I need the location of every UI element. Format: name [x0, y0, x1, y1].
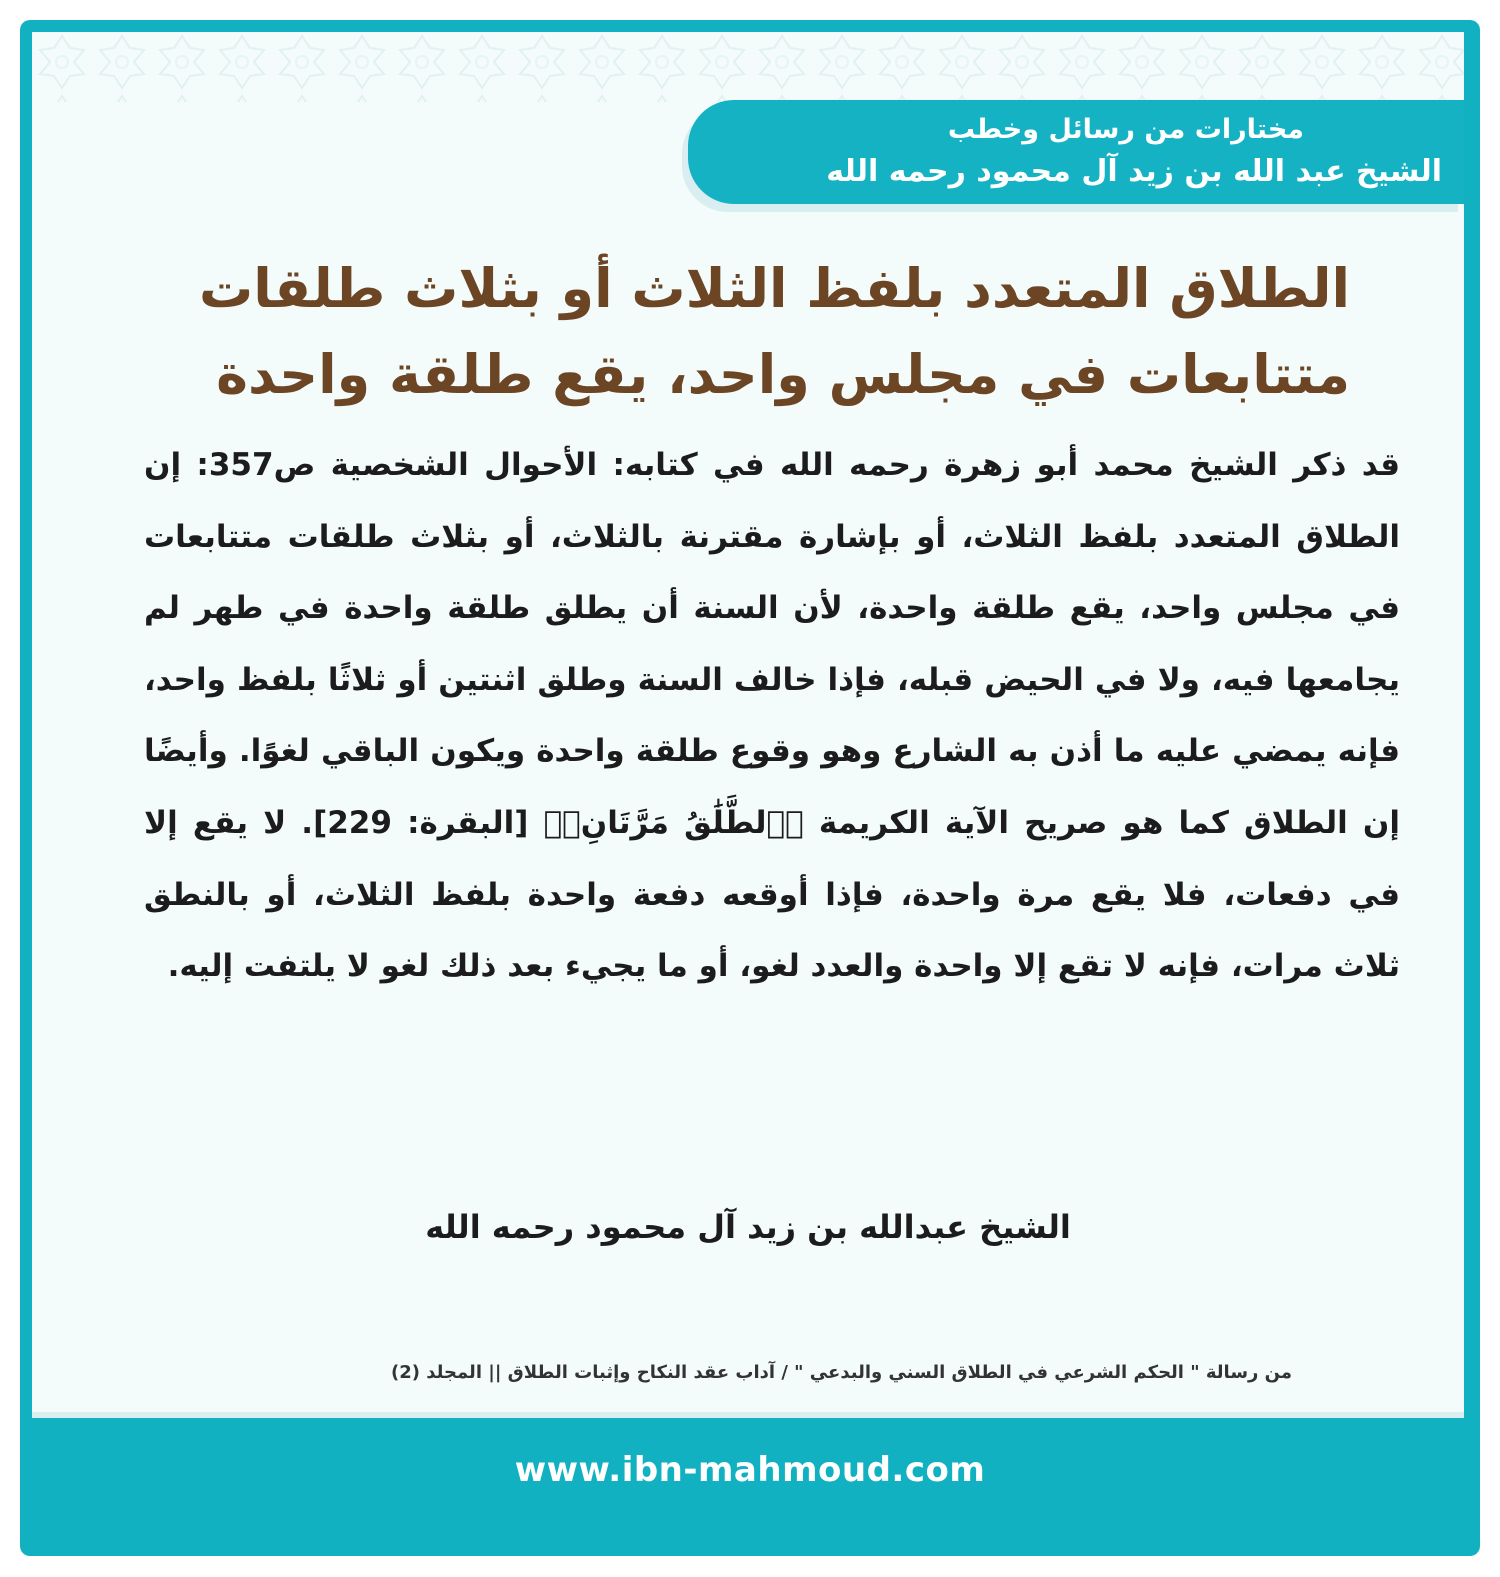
signature: الشيخ عبدالله بن زيد آل محمود رحمه الله	[425, 1208, 1071, 1246]
title-line-1: الطلاق المتعدد بلفظ الثلاث أو بثلاث طلقات	[199, 257, 1350, 320]
card-frame	[20, 20, 1480, 1556]
title-line-2: متتابعات في مجلس واحد، يقع طلقة واحدة	[216, 343, 1350, 406]
header-line-1: مختارات من رسائل وخطب	[947, 114, 1304, 145]
content-panel	[32, 32, 1464, 1418]
header-line-2: الشيخ عبد الله بن زيد آل محمود رحمه الله	[826, 154, 1442, 189]
header-banner	[688, 100, 1464, 204]
panel-bottom-strip	[32, 1412, 1464, 1418]
decorative-pattern	[32, 32, 1464, 102]
website-url[interactable]: www.ibn-mahmoud.com	[514, 1450, 986, 1490]
source-citation: من رسالة " الحكم الشرعي في الطلاق السني والبدعي " / آداب عقد النكاح وإثبات الطلاق || المجلد (2)	[391, 1362, 1292, 1383]
body-paragraph: قد ذكر الشيخ محمد أبو زهرة رحمه الله في كتابه: الأحوال الشخصية ص357: إن الطلاق المتعدد بلفظ الثلاث، أو بإشارة مقترنة بالثلاث، أو بثلاث طلقات متتابعات في مجلس واحد، يقع طلقة واحدة، لأن السنة أن يطلق طلقة واحدة في طهر لم يجامعها فيه، ولا في الحيض قبله، فإذا خالف السنة وطلق اثنتين أو ثلاثًا بلفظ واحد، فإنه يمضي عليه ما أذن به الشارع وهو وقوع طلقة واحدة ويكون الباقي لغوًا. وأيضًا إن الطلاق كما هو صريح الآية الكريمة ﴿ٱلطَّلَٰقُ مَرَّتَانِۖ﴾ [البقرة: 229]. لا يقع إلا في دفعات، فلا يقع مرة واحدة، فإذا أوقعه دفعة واحدة بلفظ الثلاث، أو بالنطق ثلاث مرات، فإنه لا تقع إلا واحدة والعدد لغو، أو ما يجيء بعد ذلك لغو لا يلتفت إليه.	[144, 447, 1400, 985]
article-title	[162, 246, 1350, 418]
